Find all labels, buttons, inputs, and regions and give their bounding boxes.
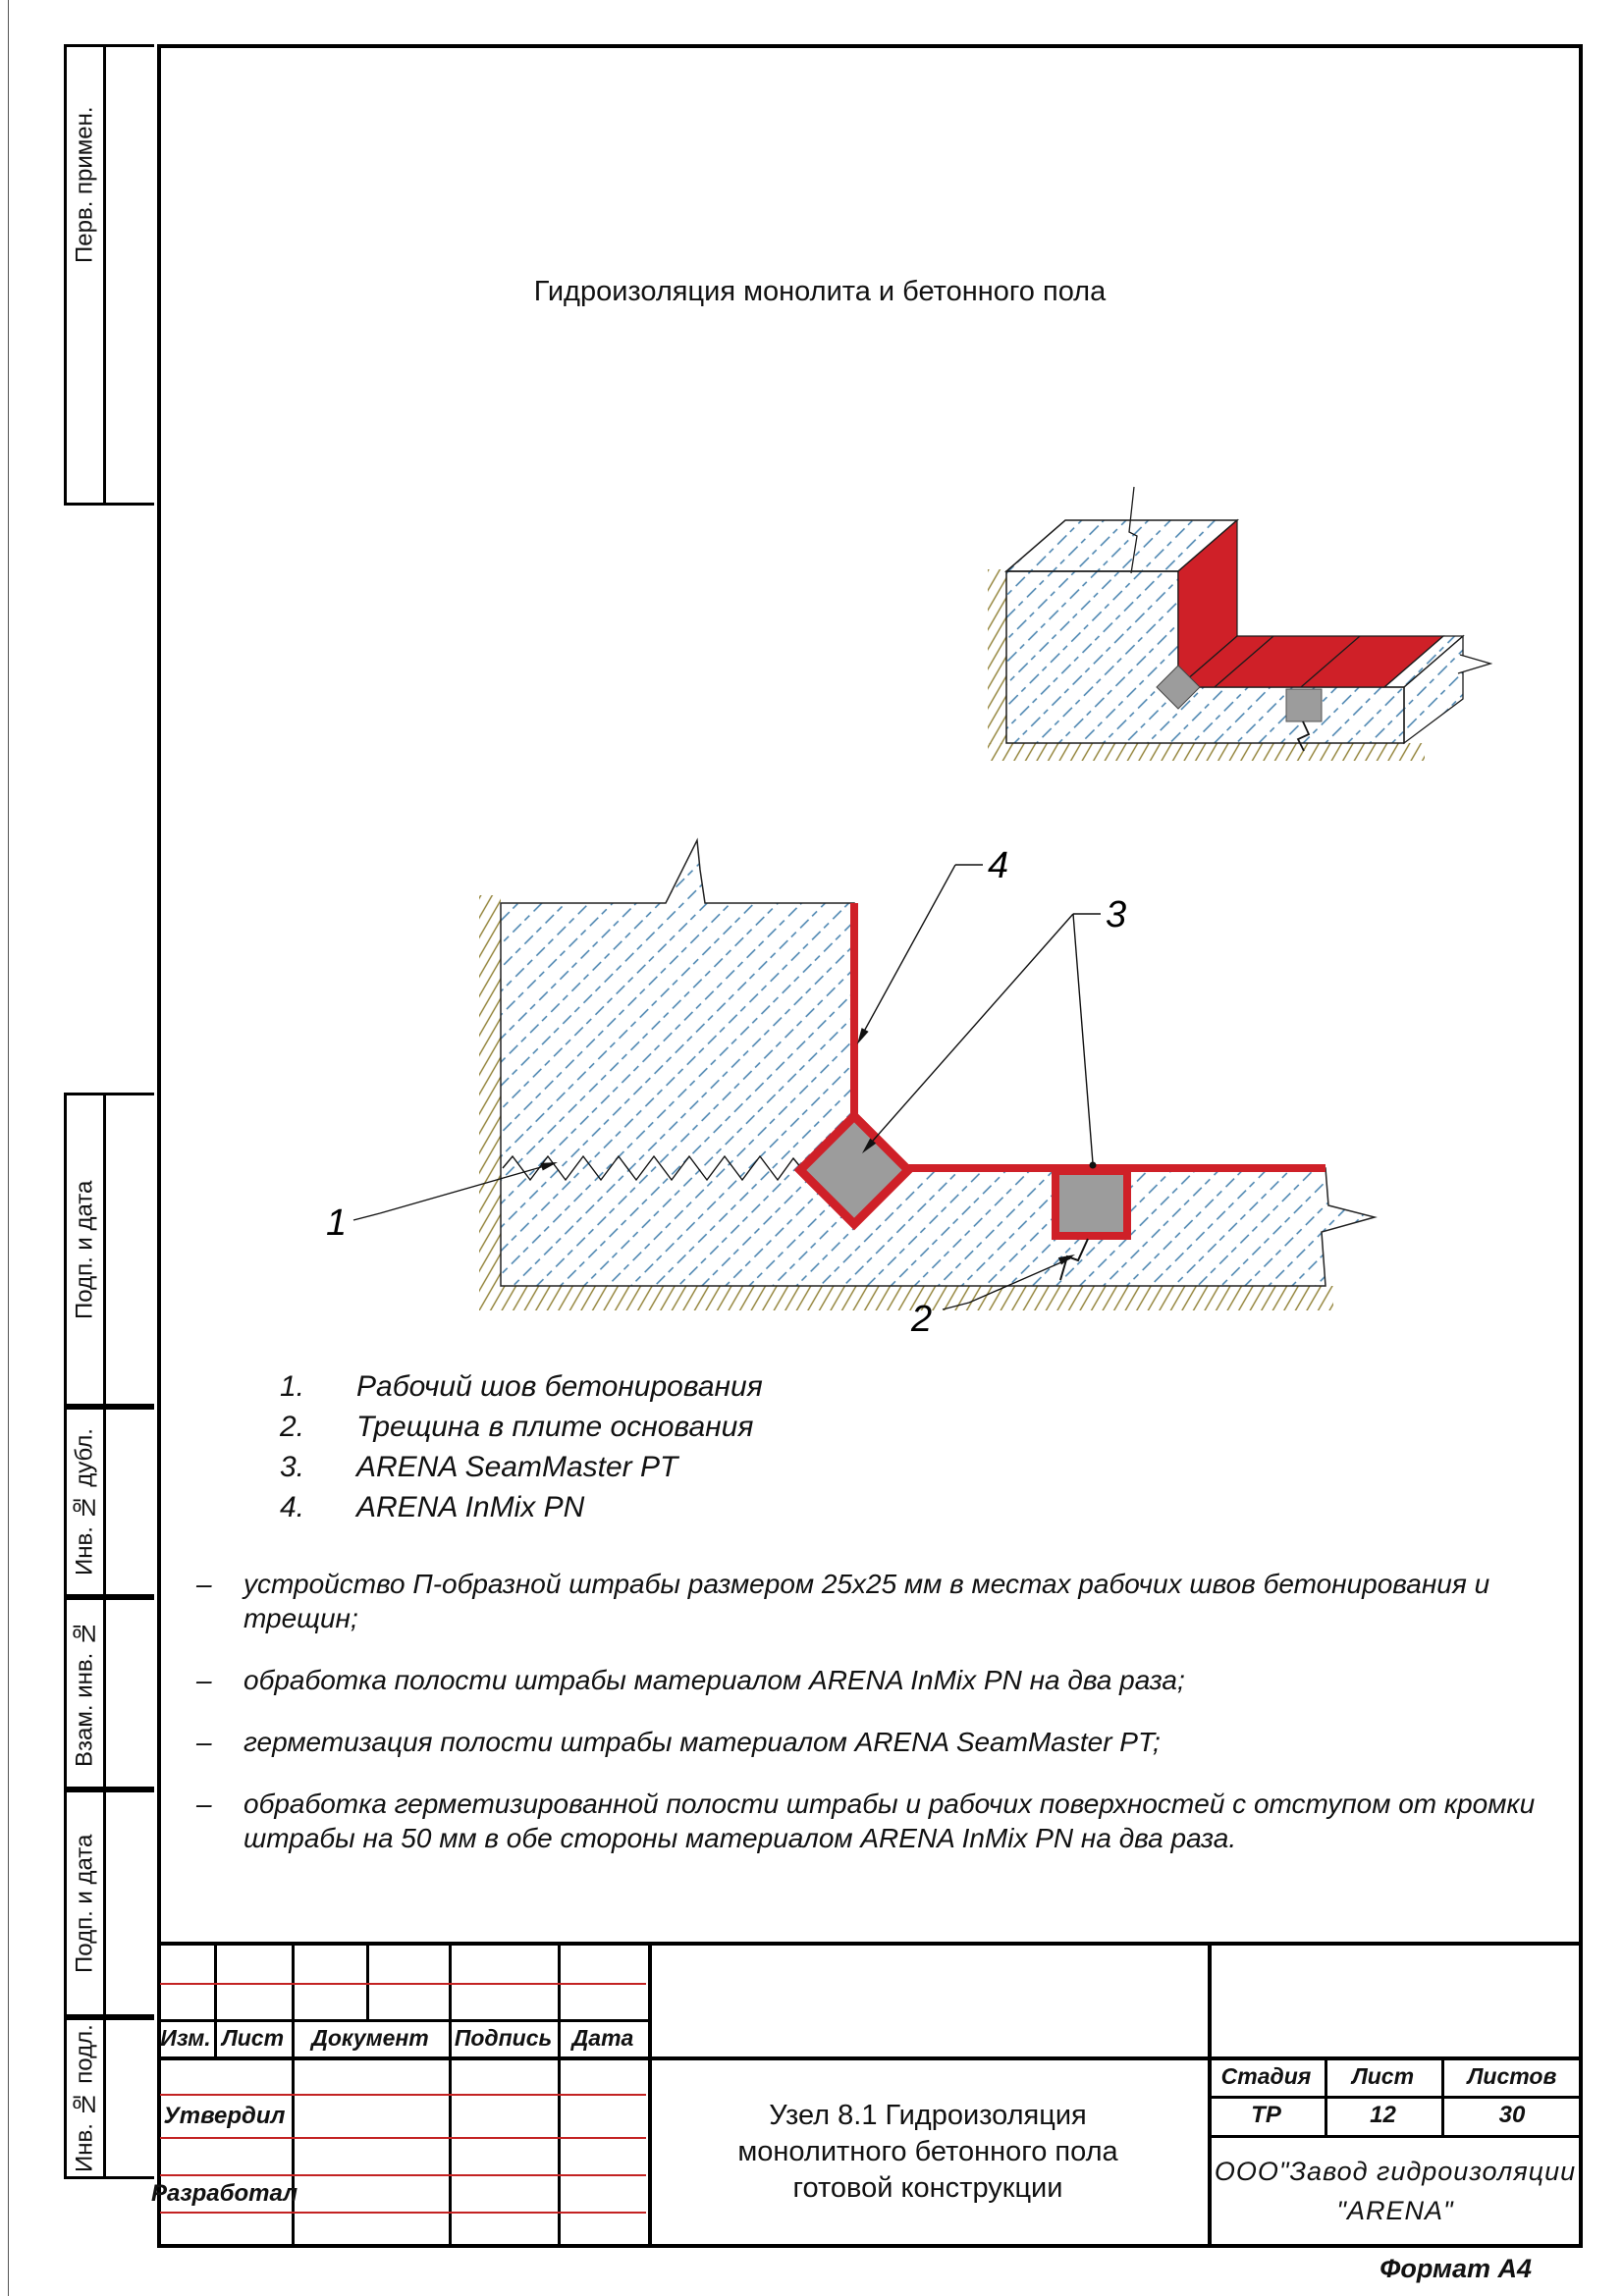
company-cell [1212,2135,1579,2246]
sidebar-box-perv-primen [64,44,154,506]
note-dash: – [196,1789,212,1819]
callout-3: 3 [1106,894,1127,935]
titleblock-red-line [160,2212,646,2214]
sidebar-box-inv-podl [64,2017,154,2179]
sheets-label-cell: Листов [1467,2062,1557,2089]
format-note: Формат А4 [1380,2254,1532,2283]
legend-item [280,1370,1163,1411]
floor-chase-square [1286,689,1322,721]
note-text: устройство П-образной штрабы размером 25х25 мм в местах рабочих швов бетонирования и трещин; [243,1569,1490,1633]
sheet-value-cell: 12 [1370,2102,1396,2128]
callout-2: 2 [911,1299,933,1340]
callout-1: 1 [326,1202,348,1244]
ground-hatch-bottom [479,1286,1333,1310]
ground-hatch-bottom [988,743,1425,761]
callout-4: 4 [988,845,1009,886]
ground-hatch-left [479,895,501,1286]
legend-item-number: 4. [280,1491,305,1523]
document-title-line: Узел 8.1 Гидроизоляция [769,2100,1087,2131]
legend-item-text: ARENA InMix PN [356,1491,585,1523]
note-text: герметизация полости штрабы материалом ARENA SeamMaster PT; [243,1727,1161,1757]
callout-4-arrow [857,1028,869,1044]
section-diagram [255,825,1394,1355]
sheets-value-cell: 30 [1498,2102,1526,2128]
titleblock-red-line [160,1983,646,1985]
note-item [196,1567,1561,1635]
titleblock-v-rev [366,1942,369,2019]
titleblock-top-line [157,1942,1583,1946]
sidebar-label: Перв. примен. [71,106,98,263]
sidebar-box-inv-dubl [64,1407,154,1597]
legend-item-text: Трещина в плите основания [356,1411,754,1443]
note-dash: – [196,1665,212,1695]
col-header-podpis: Подпись [454,2024,553,2051]
note-text: обработка герметизированной полости штрабы и рабочих поверхностей с отступом от кромки штрабы на 50 мм в обе стороны материалом ARENA InMix PN на два раза. [243,1789,1536,1853]
titleblock-red-line [160,2137,646,2139]
sidebar-label: Инв. № дубл. [71,1428,98,1575]
stage-value-cell: ТР [1251,2102,1281,2128]
sidebar-box-podp-data-1 [64,1093,154,1407]
sidebar-label: Взам. инв. № [71,1620,98,1767]
legend-item-text: ARENA SeamMaster PT [356,1451,678,1483]
developer-row-label: Разработал [150,2179,298,2207]
document-title-line: готовой конструкции [792,2172,1063,2204]
sidebar-box-podp-data-2 [64,1789,154,2017]
sheet-label-cell: Лист [1351,2062,1415,2089]
company-line: ООО"Завод гидроизоляции [1214,2156,1577,2186]
col-header-list: Лист [221,2024,285,2051]
document-title-cell [652,2060,1204,2244]
col-header-data: Дата [571,2024,634,2051]
legend-item-number: 2. [280,1411,305,1443]
page-title: Гидроизоляция монолита и бетонного пола [533,276,1107,307]
legend-item-number: 1. [280,1370,305,1403]
stage-label-cell: Стадия [1220,2062,1312,2089]
company-line: "ARENA" [1336,2195,1454,2225]
page-edge-line [8,0,9,2296]
callout-1-tick [353,1213,380,1220]
col-header-izm: Изм. [160,2024,211,2051]
callout-3-dot [1090,1162,1097,1169]
sidebar-label: Подп. и дата [71,1180,98,1319]
approver-row-label: Утвердил [163,2102,286,2129]
sidebar-box-vzam-inv [64,1597,154,1789]
floor-chase-square [1055,1171,1127,1236]
notes-list [196,1567,1561,1883]
note-item [196,1663,1561,1697]
ground-hatch-left [988,569,1006,744]
break-mark-floor-end [1458,655,1490,673]
callout-3-leader-a [866,914,1073,1148]
note-dash: – [196,1569,212,1599]
legend-item-number: 3. [280,1451,305,1483]
legend-item-text: Рабочий шов бетонирования [356,1370,763,1403]
legend-item [280,1411,1163,1451]
document-title-line: монолитного бетонного пола [737,2136,1118,2167]
callout-3-leader-b [1073,914,1093,1163]
col-header-document: Документ [311,2024,429,2051]
callout-4-leader [860,865,955,1039]
note-text: обработка полости штрабы материалом ARENA InMix PN на два раза; [243,1665,1185,1695]
note-item [196,1725,1561,1759]
note-dash: – [196,1727,212,1757]
sidebar-label: Подп. и дата [71,1834,98,1973]
legend-list [280,1370,1163,1531]
note-item [196,1787,1561,1855]
legend-item [280,1491,1163,1531]
isometric-diagram [982,454,1492,768]
legend-item [280,1451,1163,1491]
concrete-section [501,840,1375,1286]
sidebar-label: Инв. № подл. [71,2024,98,2172]
